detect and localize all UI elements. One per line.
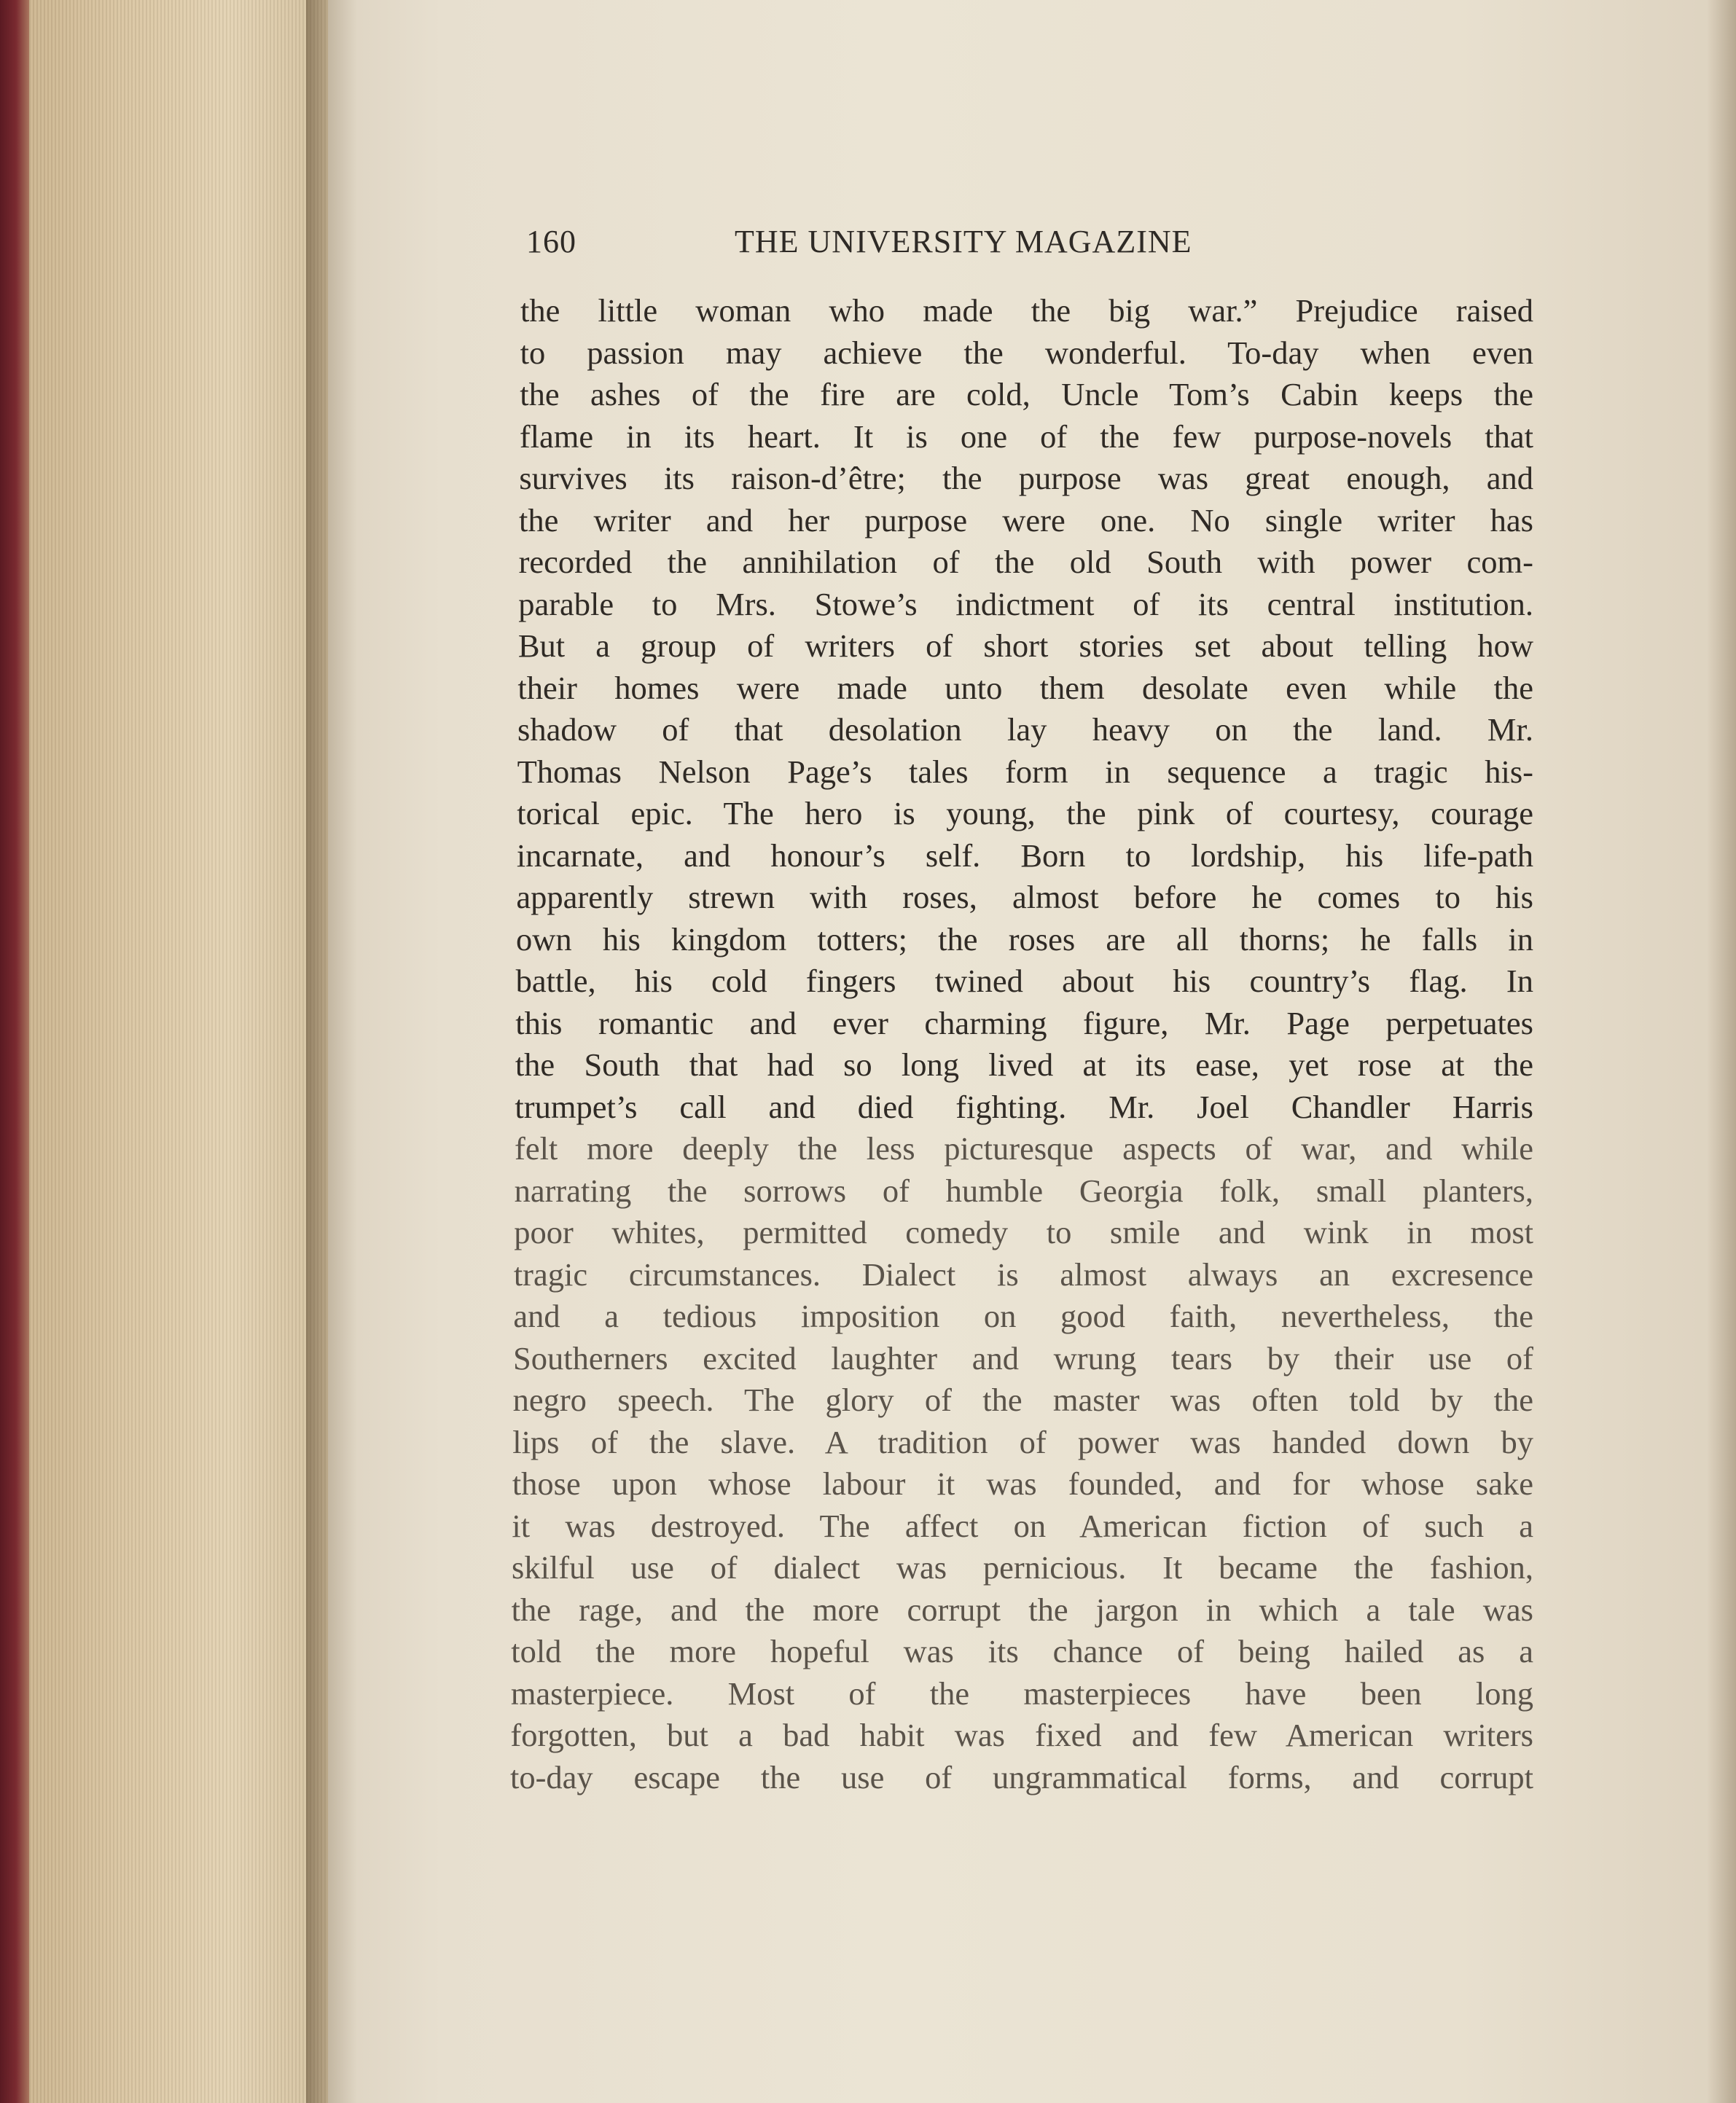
text-line: recorded the annihilation of the old South with power com- bbox=[518, 544, 1533, 580]
book-page-edges bbox=[0, 0, 328, 2103]
running-head bbox=[526, 219, 1291, 277]
page-number: 160 bbox=[526, 224, 576, 259]
text-line: told the more hopeful was its chance of being hailed as a bbox=[511, 1633, 1533, 1669]
text-line: Southerners excited laughter and wrung tears by their use of bbox=[513, 1339, 1533, 1376]
text-line: apparently strewn with roses, almost before he comes to his bbox=[516, 879, 1533, 915]
text-line: battle, his cold fingers twined about his country’s flag. In bbox=[515, 963, 1533, 999]
book-gutter-shadow bbox=[306, 0, 357, 2103]
text-line: their homes were made unto them desolate even while the bbox=[517, 669, 1533, 706]
text-line: survives its raison-d’être; the purpose was great enough, and bbox=[519, 460, 1533, 496]
body-text bbox=[510, 290, 1533, 1798]
text-line: lips of the slave. A tradition of power was handed down by bbox=[512, 1423, 1533, 1460]
text-line: incarnate, and honour’s self. Born to lordship, his life-path bbox=[516, 837, 1533, 874]
text-line: poor whites, permitted comedy to smile and wink in most bbox=[514, 1214, 1533, 1250]
text-line: torical epic. The hero is young, the pink of courtesy, courage bbox=[517, 795, 1533, 831]
text-line: the rage, and the more corrupt the jargon in which a tale was bbox=[511, 1591, 1533, 1628]
journal-title: THE UNIVERSITY MAGAZINE bbox=[735, 224, 1192, 259]
text-line: skilful use of dialect was pernicious. It became the fashion, bbox=[512, 1549, 1533, 1586]
text-line: it was destroyed. The affect on American fiction of such a bbox=[512, 1507, 1533, 1544]
text-line: parable to Mrs. Stowe’s indictment of its central institution. bbox=[518, 585, 1533, 622]
text-line: felt more deeply the less picturesque aspects of war, and while bbox=[515, 1130, 1533, 1167]
text-line: narrating the sorrows of humble Georgia folk, small planters, bbox=[514, 1172, 1533, 1209]
text-line: to-day escape the use of ungrammatical forms, and corrupt bbox=[510, 1758, 1533, 1795]
book-cover-edge bbox=[0, 0, 29, 2103]
text-line: the South that had so long lived at its ease, yet rose at the bbox=[515, 1046, 1533, 1083]
text-line: the little woman who made the big war.” Prejudice raised bbox=[520, 292, 1533, 329]
text-line: trumpet’s call and died fighting. Mr. Joel Chandler Harris bbox=[515, 1088, 1533, 1125]
text-line: masterpiece. Most of the masterpieces have been long bbox=[510, 1675, 1533, 1712]
text-line: those upon whose labour it was founded, and for whose sake bbox=[512, 1465, 1533, 1502]
text-line: But a group of writers of short stories set about telling how bbox=[517, 627, 1533, 664]
text-line: flame in its heart. It is one of the few purpose-novels that bbox=[519, 418, 1533, 455]
text-line: shadow of that desolation lay heavy on the land. Mr. bbox=[517, 711, 1533, 748]
text-line: the ashes of the fire are cold, Uncle Tom’s Cabin keeps the bbox=[520, 376, 1533, 412]
text-line: forgotten, but a bad habit was fixed and few American writers bbox=[510, 1717, 1533, 1753]
text-line: tragic circumstances. Dialect is almost always an excresence bbox=[513, 1256, 1533, 1293]
text-line: to passion may achieve the wonderful. To-day when even bbox=[520, 334, 1533, 371]
page-edge-shadow bbox=[1707, 0, 1736, 2103]
text-line: own his kingdom totters; the roses are all thorns; he falls in bbox=[516, 920, 1533, 957]
text-line: the writer and her purpose were one. No single writer has bbox=[519, 501, 1533, 539]
text-line: Thomas Nelson Page’s tales form in sequence a tragic his- bbox=[517, 753, 1533, 790]
text-line: negro speech. The glory of the master was often told by the bbox=[512, 1382, 1533, 1418]
text-line: and a tedious imposition on good faith, nevertheless, the bbox=[513, 1298, 1533, 1334]
text-line: this romantic and ever charming figure, Mr. Page perpetuates bbox=[515, 1004, 1533, 1041]
